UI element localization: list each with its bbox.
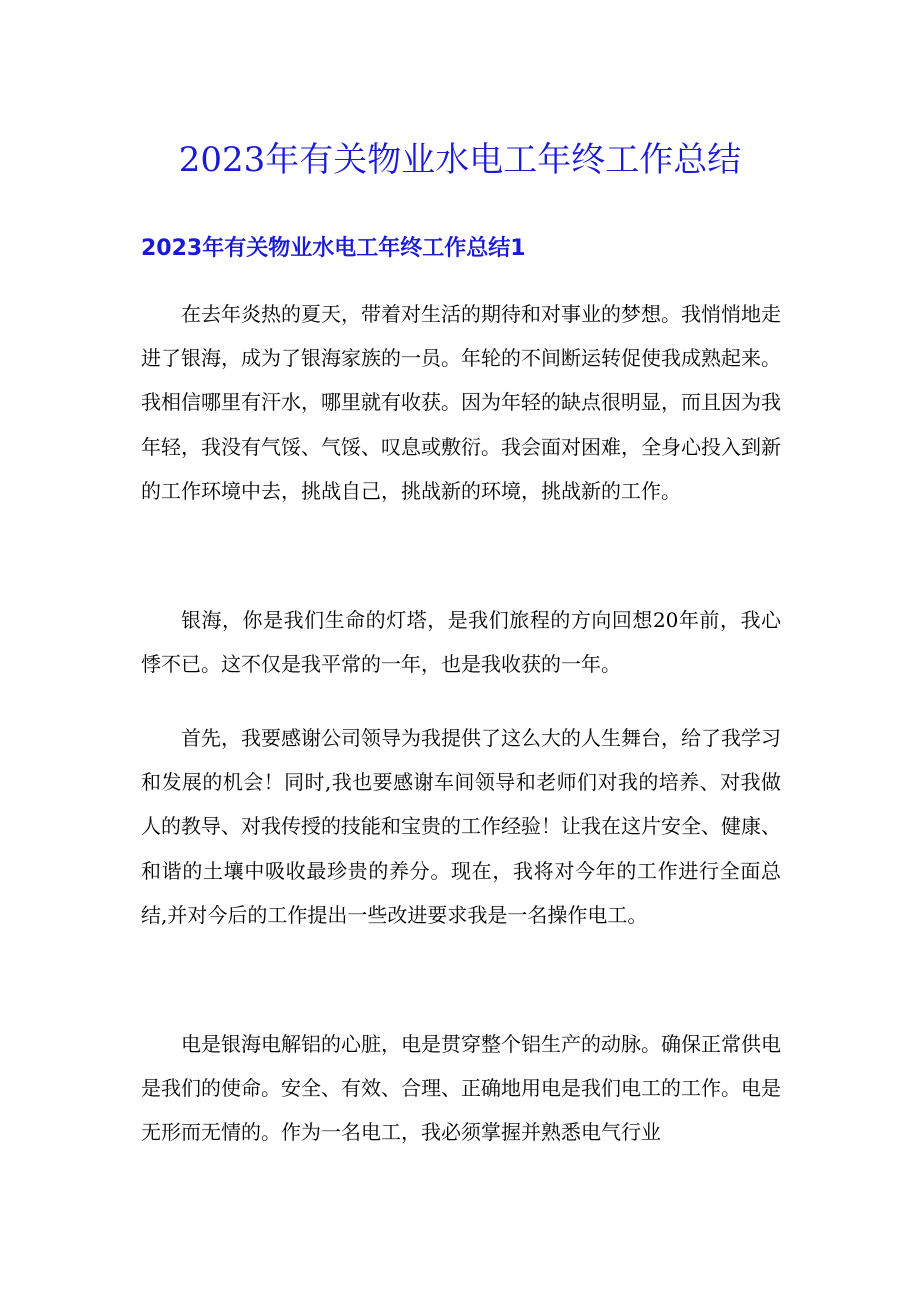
- section-heading: 2023年有关物业水电工年终工作总结1: [141, 236, 526, 261]
- body-paragraph-2: 银海，你是我们生命的灯塔，是我们旅程的方向回想20年前，我心悸不已。这不仅是我平常的一年，也是我收获的一年。: [141, 608, 781, 677]
- body-paragraph-4: 电是银海电解铝的心脏，电是贯穿整个铝生产的动脉。确保正常供电是我们的使命。安全、有效、合理、正确地用电是我们电工的工作。电是无形而无情的。作为一名电工，我必须掌握并熟悉电气行业: [141, 1032, 781, 1145]
- document-title: 2023年有关物业水电工年终工作总结: [178, 140, 742, 180]
- body-paragraph-1: 在去年炎热的夏天，带着对生活的期待和对事业的梦想。我悄悄地走进了银海，成为了银海家族的一员。年轮的不间断运转促使我成熟起来。我相信哪里有汗水，哪里就有收获。因为年轻的缺点很明显，而且因为我年轻，我没有气馁、气馁、叹息或敷衍。我会面对困难，全身心投入到新的工作环境中去，挑战自己，挑战新的环境，挑战新的工作。: [141, 302, 781, 503]
- body-paragraph-3: 首先，我要感谢公司领导为我提供了这么大的人生舞台，给了我学习和发展的机会！同时,我也要感谢车间领导和老师们对我的培养、对我做人的教导、对我传授的技能和宝贵的工作经验！让我在这片安全、健康、和谐的土壤中吸收最珍贵的养分。现在，我将对今年的工作进行全面总结,并对今后的工作提出一些改进要求我是一名操作电工。: [141, 726, 781, 927]
